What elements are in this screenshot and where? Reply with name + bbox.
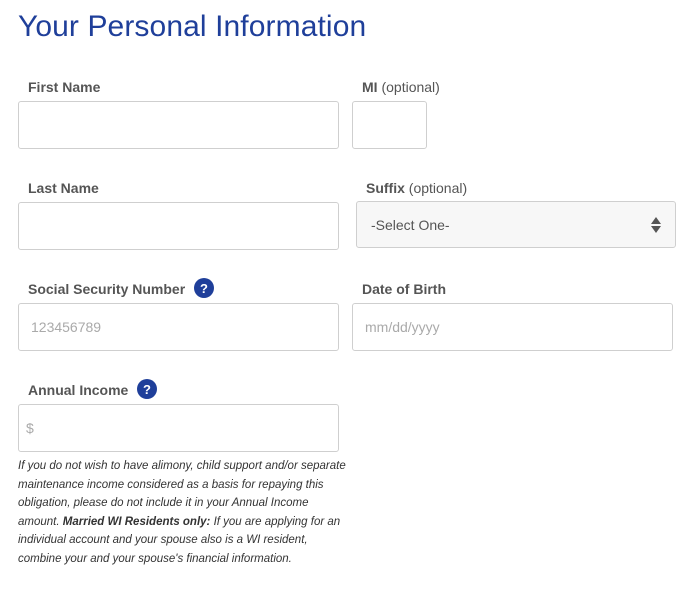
annual-income-input[interactable]	[18, 404, 339, 452]
dob-label: Date of Birth	[362, 281, 446, 297]
suffix-selected-value: -Select One-	[371, 216, 450, 233]
select-arrows-icon	[651, 217, 661, 233]
first-name-label: First Name	[28, 79, 101, 95]
mi-input[interactable]	[352, 101, 427, 149]
income-help-icon[interactable]: ?	[137, 379, 157, 399]
suffix-select[interactable]	[356, 201, 676, 248]
dob-input[interactable]	[352, 303, 673, 351]
first-name-input[interactable]	[18, 101, 339, 149]
last-name-input[interactable]	[18, 202, 339, 250]
ssn-help-icon[interactable]: ?	[194, 278, 214, 298]
income-note: If you do not wish to have alimony, child support and/or separate maintenance income considered as a basis for repaying this obligation, please do not include it in your Annual Income amount. Married WI Residents only: If you are applying for an individual account and your spouse also is a WI resident, combine your and your spouse's financial information.	[18, 460, 346, 565]
income-label: Annual Income	[28, 382, 129, 398]
last-name-label: Last Name	[28, 180, 99, 196]
ssn-label: Social Security Number	[28, 281, 186, 297]
mi-label: MI (optional)	[362, 79, 440, 95]
suffix-label: Suffix (optional)	[366, 180, 468, 196]
ssn-input[interactable]	[18, 303, 339, 351]
page-title: Your Personal Information	[18, 10, 367, 43]
